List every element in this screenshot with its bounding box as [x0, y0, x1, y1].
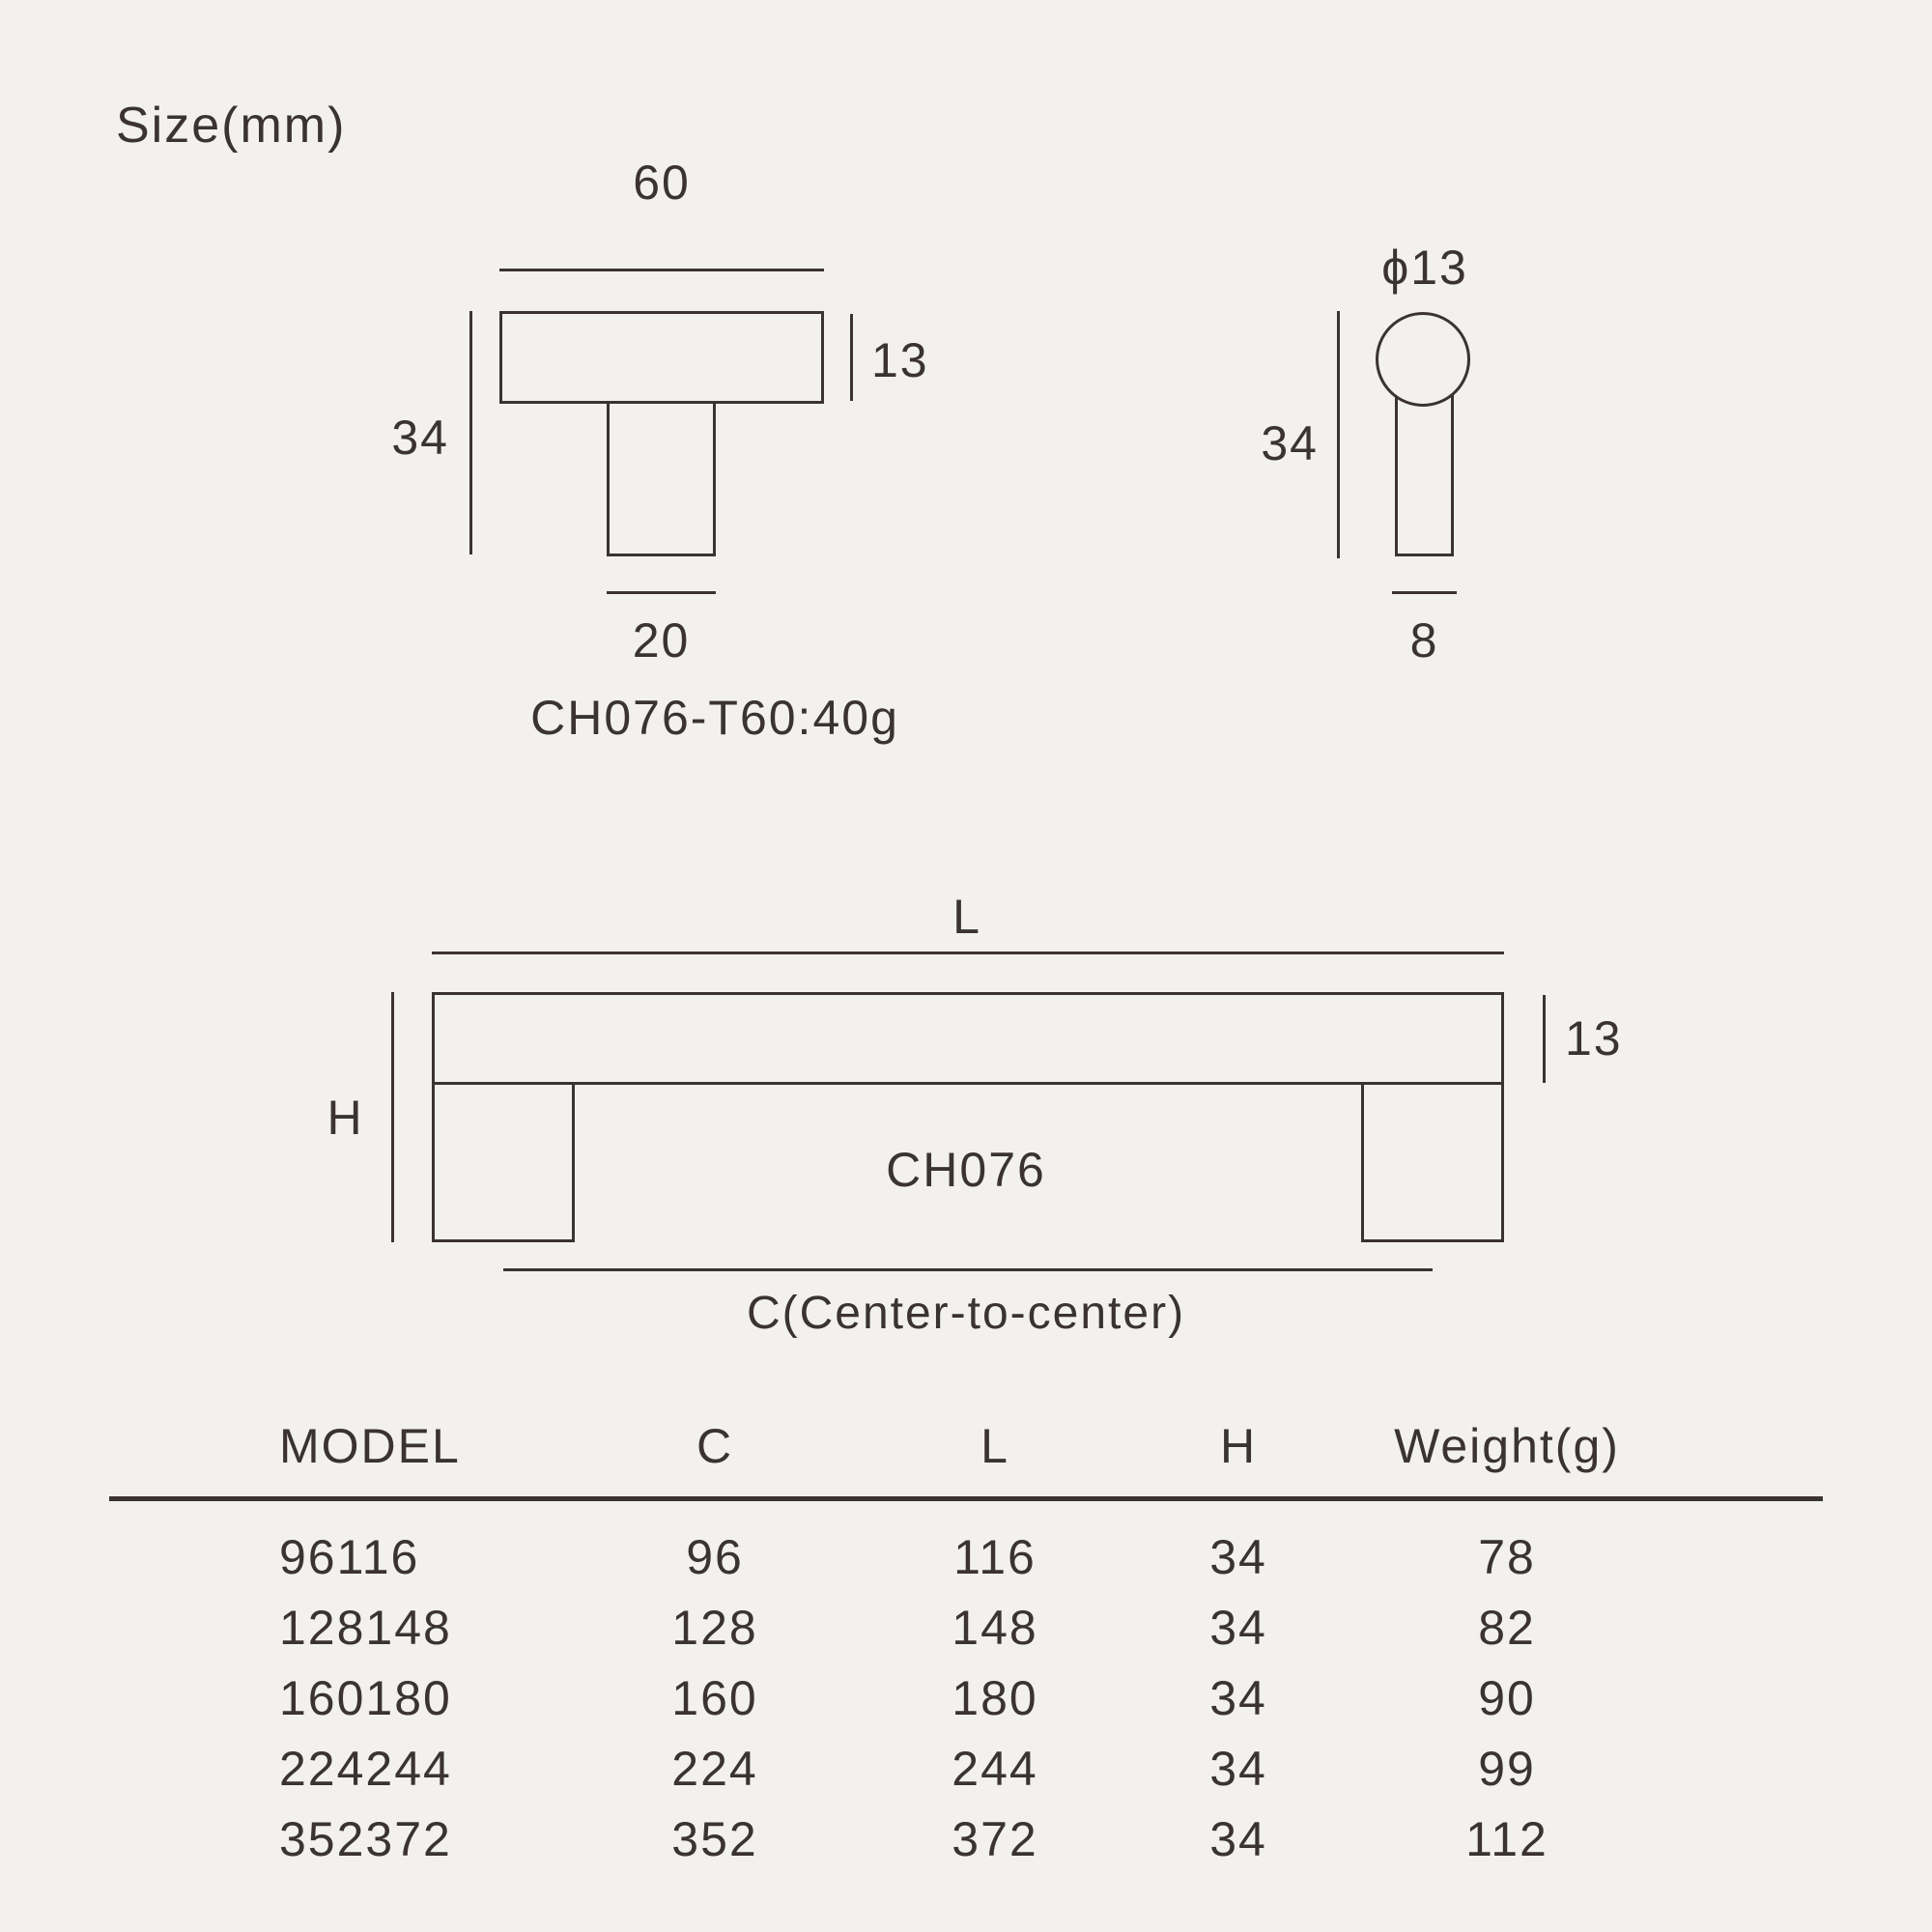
cell-h: 34	[1209, 1812, 1267, 1866]
cell-model: 96116	[279, 1530, 420, 1584]
table-row	[0, 1811, 1932, 1882]
dim-label-length: L	[952, 890, 981, 944]
dim-label-center-to-center: C(Center-to-center)	[746, 1288, 1186, 1339]
cell-c: 352	[671, 1812, 758, 1866]
dim-label-diameter: ϕ13	[1381, 241, 1468, 295]
cell-l: 116	[953, 1530, 1037, 1584]
dim-label-handle-bar-thickness: 13	[1565, 1011, 1623, 1065]
cell-c: 160	[671, 1671, 758, 1725]
cell-c: 128	[671, 1601, 758, 1655]
col-header-c: C	[696, 1419, 734, 1473]
table-row	[0, 1600, 1932, 1670]
table-rule	[109, 1496, 1823, 1501]
handle-bar-outline	[432, 992, 1504, 1085]
cell-l: 180	[952, 1671, 1038, 1725]
cell-weight: 78	[1478, 1530, 1536, 1584]
table-row	[0, 1529, 1932, 1600]
dim-label-stem-width: 20	[632, 613, 691, 668]
cell-h: 34	[1209, 1601, 1267, 1655]
dim-label-overall-height: 34	[391, 411, 449, 465]
cell-weight: 90	[1478, 1671, 1536, 1725]
page-title: Size(mm)	[116, 98, 347, 154]
cell-h: 34	[1209, 1742, 1267, 1796]
table-row	[0, 1741, 1932, 1811]
cell-weight: 99	[1478, 1742, 1536, 1796]
col-header-l: L	[980, 1419, 1009, 1473]
dim-label-side-height: 34	[1261, 416, 1319, 470]
table-row	[0, 1670, 1932, 1741]
cell-model: 128148	[279, 1601, 452, 1655]
handle-model-label: CH076	[886, 1143, 1046, 1197]
dim-label-top-width: 60	[633, 156, 691, 210]
cell-model: 352372	[279, 1812, 452, 1866]
col-header-weight: Weight(g)	[1394, 1419, 1620, 1473]
dim-line-center-to-center	[503, 1268, 1433, 1271]
front-view-caption: CH076-T60:40g	[530, 691, 899, 745]
size-table-body	[0, 1529, 1932, 1882]
side-stem-outline	[1395, 394, 1454, 556]
cell-c: 96	[686, 1530, 744, 1584]
dim-line-overall-height	[469, 311, 472, 554]
knob-stem-outline	[607, 404, 716, 556]
cell-weight: 112	[1465, 1812, 1548, 1866]
dim-tick-handle-bar-thickness	[1543, 995, 1546, 1083]
dim-line-length	[432, 952, 1504, 954]
dim-line-handle-height	[391, 992, 394, 1242]
cell-h: 34	[1209, 1671, 1267, 1725]
dim-line-stem-depth	[1392, 591, 1457, 594]
side-knob-circle	[1376, 312, 1470, 407]
dim-tick-bar-thickness	[850, 314, 853, 401]
cell-c: 224	[671, 1742, 758, 1796]
col-header-model: MODEL	[279, 1419, 461, 1473]
cell-l: 372	[952, 1812, 1038, 1866]
dim-label-handle-height: H	[327, 1091, 364, 1145]
handle-left-foot-outline	[432, 1085, 575, 1242]
dim-line-top-width	[499, 269, 824, 271]
dim-label-bar-thickness: 13	[871, 333, 929, 387]
dim-line-stem-width	[607, 591, 716, 594]
cell-weight: 82	[1478, 1601, 1536, 1655]
dim-label-stem-depth: 8	[1409, 613, 1439, 668]
handle-right-foot-outline	[1361, 1085, 1504, 1242]
knob-top-bar-outline	[499, 311, 824, 404]
cell-l: 244	[952, 1742, 1038, 1796]
cell-h: 34	[1209, 1530, 1267, 1584]
cell-model: 224244	[279, 1742, 452, 1796]
cell-model: 160180	[279, 1671, 452, 1725]
dim-line-side-height	[1337, 311, 1340, 558]
col-header-h: H	[1219, 1419, 1258, 1473]
cell-l: 148	[952, 1601, 1038, 1655]
size-table-header	[0, 1418, 1932, 1476]
